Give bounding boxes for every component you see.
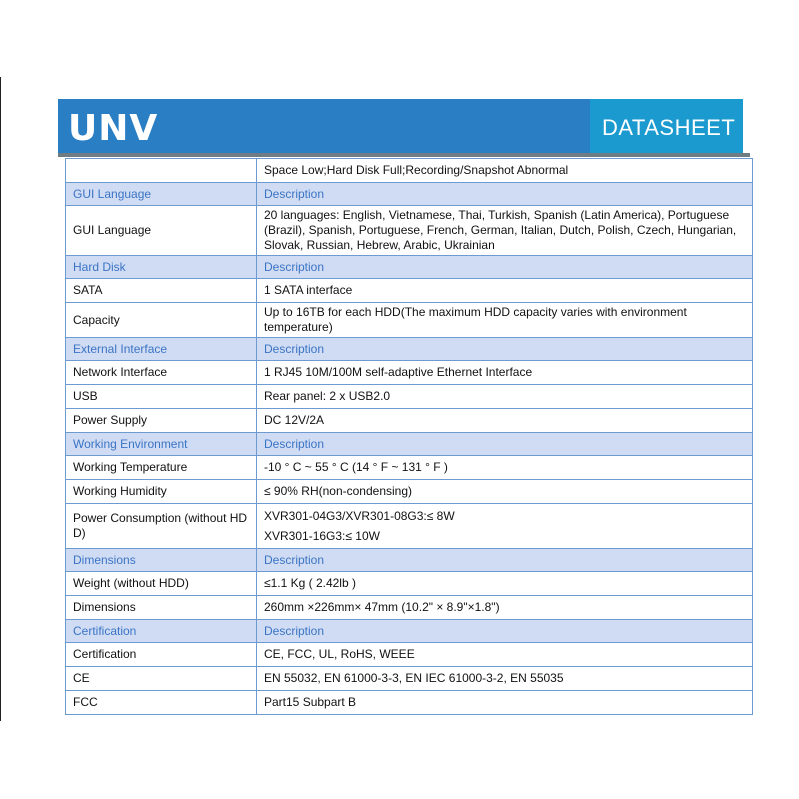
- spec-value: -10 ° C ~ 55 ° C (14 ° F ~ 131 ° F ): [257, 456, 753, 480]
- section-header-row: [66, 183, 753, 206]
- spec-value: ≤1.1 Kg ( 2.42lb ): [257, 572, 753, 596]
- section-header-row: [66, 338, 753, 361]
- spec-label: Capacity: [66, 303, 257, 338]
- section-header-row: [66, 256, 753, 279]
- section-header-row: [66, 549, 753, 572]
- datasheet-header: [58, 99, 743, 157]
- spec-label: SATA: [66, 279, 257, 303]
- header-divider: [58, 153, 750, 157]
- section-title: Dimensions: [66, 549, 257, 572]
- spec-value: DC 12V/2A: [257, 409, 753, 433]
- spec-label: Working Temperature: [66, 456, 257, 480]
- table-row: [66, 596, 753, 620]
- table-row: [66, 667, 753, 691]
- spec-label: GUI Language: [66, 206, 257, 256]
- section-title: GUI Language: [66, 183, 257, 206]
- spec-value: 1 RJ45 10M/100M self-adaptive Ethernet Interface: [257, 361, 753, 385]
- section-title: Working Environment: [66, 433, 257, 456]
- spec-label: Weight (without HDD): [66, 572, 257, 596]
- header-title-band: [590, 99, 743, 157]
- section-description: Description: [257, 620, 753, 643]
- table-row: [66, 279, 753, 303]
- table-row: [66, 206, 753, 256]
- section-description: Description: [257, 183, 753, 206]
- section-description: Description: [257, 433, 753, 456]
- spec-label: FCC: [66, 691, 257, 715]
- spec-label: Certification: [66, 643, 257, 667]
- section-description: Description: [257, 549, 753, 572]
- table-row: [66, 456, 753, 480]
- section-description: Description: [257, 256, 753, 279]
- table-row: [66, 303, 753, 338]
- spec-value: Space Low;Hard Disk Full;Recording/Snapshot Abnormal: [257, 159, 753, 183]
- table-row: [66, 691, 753, 715]
- spec-value: ≤ 90% RH(non-condensing): [257, 480, 753, 504]
- table-row: [66, 159, 753, 183]
- section-header-row: [66, 433, 753, 456]
- table-row: [66, 504, 753, 549]
- spec-value: Rear panel: 2 x USB2.0: [257, 385, 753, 409]
- spec-value-line: XVR301-04G3/XVR301-08G3:≤ 8W: [264, 509, 455, 523]
- spec-label: Power Supply: [66, 409, 257, 433]
- spec-value: Up to 16TB for each HDD(The maximum HDD capacity varies with environment temperature): [257, 303, 753, 338]
- table-row: [66, 409, 753, 433]
- table-row: [66, 643, 753, 667]
- spec-value: EN 55032, EN 61000-3-3, EN IEC 61000-3-2, EN 55035: [257, 667, 753, 691]
- spec-value: 1 SATA interface: [257, 279, 753, 303]
- spec-value: [257, 504, 753, 549]
- section-title: Hard Disk: [66, 256, 257, 279]
- spec-label: CE: [66, 667, 257, 691]
- header-title: DATASHEET: [602, 115, 736, 140]
- spec-label: USB: [66, 385, 257, 409]
- spec-table: [65, 158, 753, 715]
- unv-logo: UNV: [68, 108, 159, 149]
- spec-label: Power Consumption (without HD D): [66, 504, 257, 549]
- spec-value: 260mm ×226mm× 47mm (10.2" × 8.9"×1.8"): [257, 596, 753, 620]
- table-row: [66, 480, 753, 504]
- table-row: [66, 361, 753, 385]
- section-header-row: [66, 620, 753, 643]
- spec-value-line: XVR301-16G3:≤ 10W: [264, 529, 380, 543]
- page-edge-rule: [0, 77, 1, 721]
- section-title: External Interface: [66, 338, 257, 361]
- spec-value: CE, FCC, UL, RoHS, WEEE: [257, 643, 753, 667]
- spec-label: Dimensions: [66, 596, 257, 620]
- spec-value: 20 languages: English, Vietnamese, Thai, Turkish, Spanish (Latin America), Portuguese (Brazil), Spanish, Portuguese, French, German, Italian, Dutch, Polish, Czech, Hungarian, Slovak, Russian, Hebrew, Arabic, Ukrainian: [257, 206, 753, 256]
- spec-label: Network Interface: [66, 361, 257, 385]
- spec-label: Working Humidity: [66, 480, 257, 504]
- spec-value: Part15 Subpart B: [257, 691, 753, 715]
- spec-label: [66, 159, 257, 183]
- header-brand-band: [58, 99, 590, 157]
- table-row: [66, 572, 753, 596]
- table-row: [66, 385, 753, 409]
- section-title: Certification: [66, 620, 257, 643]
- section-description: Description: [257, 338, 753, 361]
